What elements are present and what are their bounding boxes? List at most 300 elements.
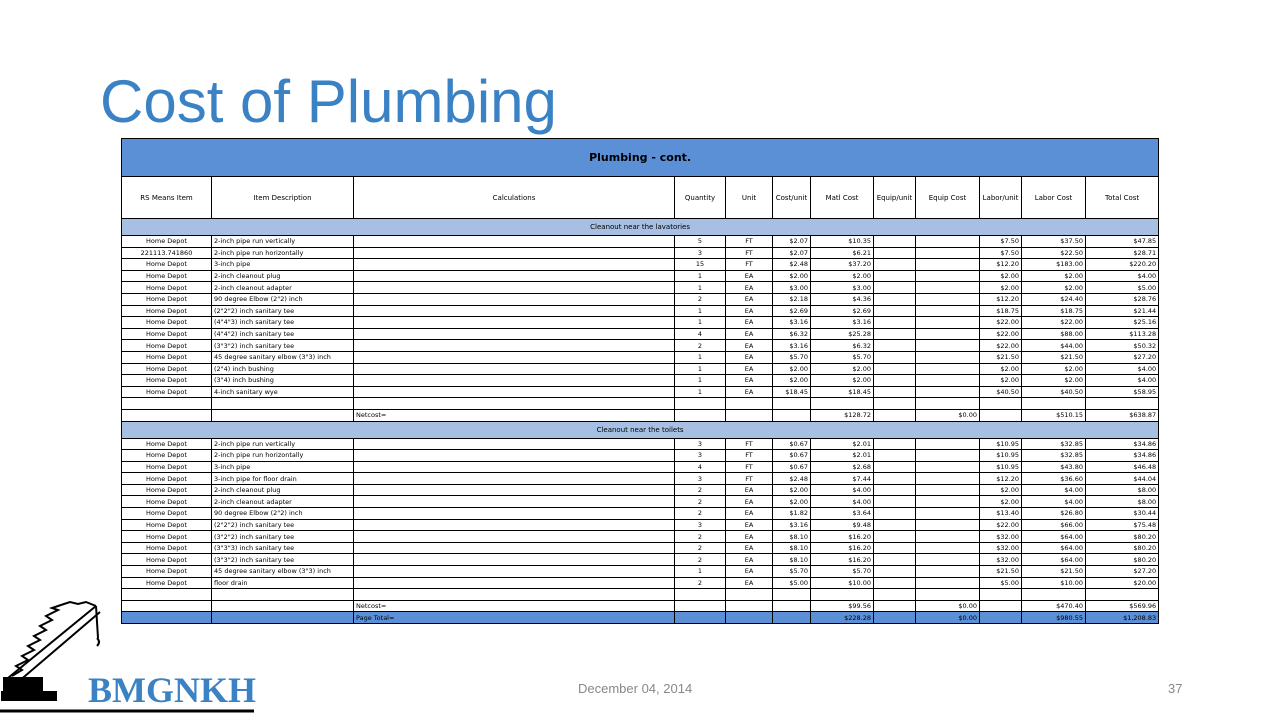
table-cell xyxy=(916,259,980,271)
table-cell xyxy=(980,612,1022,624)
table-cell xyxy=(874,484,916,496)
table-row xyxy=(122,282,1159,294)
table-cell: $18.75 xyxy=(1022,305,1086,317)
table-cell xyxy=(1086,589,1159,601)
table-cell xyxy=(916,386,980,398)
table-cell: $27.20 xyxy=(1086,566,1159,578)
table-cell: $128.72 xyxy=(811,409,874,421)
table-cell: $21.50 xyxy=(1022,351,1086,363)
table-cell: $2.01 xyxy=(811,450,874,462)
section-header-row xyxy=(122,421,1159,438)
table-cell: (4"4"3) inch sanitary tee xyxy=(212,317,354,329)
table-cell: $32.00 xyxy=(980,554,1022,566)
table-cell: EA xyxy=(726,542,773,554)
table-cell: EA xyxy=(726,496,773,508)
table-cell: $510.15 xyxy=(1022,409,1086,421)
table-cell xyxy=(773,409,811,421)
table-cell: Home Depot xyxy=(122,519,212,531)
table-cell: $220.20 xyxy=(1086,259,1159,271)
table-cell xyxy=(916,473,980,485)
table-cell xyxy=(916,305,980,317)
table-cell xyxy=(874,531,916,543)
table-cell: 3 xyxy=(675,438,726,450)
table-cell xyxy=(354,293,675,305)
table-cell: $32.85 xyxy=(1022,438,1086,450)
table-cell: Netcost= xyxy=(354,600,675,612)
table-cell xyxy=(874,363,916,375)
table-cell: $21.50 xyxy=(1022,566,1086,578)
table-cell: $5.70 xyxy=(811,566,874,578)
table-cell: $80.20 xyxy=(1086,531,1159,543)
table-row xyxy=(122,247,1159,259)
table-cell xyxy=(916,317,980,329)
table-cell xyxy=(1022,398,1086,410)
table-cell xyxy=(874,554,916,566)
table-cell: FT xyxy=(726,473,773,485)
page-number: 37 xyxy=(1168,681,1183,696)
table-row xyxy=(122,577,1159,589)
table-cell: $2.69 xyxy=(773,305,811,317)
column-header: Calculations xyxy=(354,177,675,219)
section-title: Cleanout near the lavatories xyxy=(122,219,1159,236)
table-cell: 3 xyxy=(675,450,726,462)
table-banner: Plumbing - cont. xyxy=(122,139,1159,177)
table-cell: 2 xyxy=(675,293,726,305)
company-logo xyxy=(0,598,260,716)
table-row xyxy=(122,566,1159,578)
table-cell: $32.00 xyxy=(980,531,1022,543)
table-cell: $32.85 xyxy=(1022,450,1086,462)
table-cell: 2-inch pipe run horizontally xyxy=(212,247,354,259)
table-cell xyxy=(874,305,916,317)
table-cell xyxy=(916,328,980,340)
table-cell: $0.00 xyxy=(916,409,980,421)
table-cell: $2.00 xyxy=(811,375,874,387)
table-cell xyxy=(354,328,675,340)
table-cell: EA xyxy=(726,282,773,294)
table-cell: $30.44 xyxy=(1086,508,1159,520)
table-row xyxy=(122,386,1159,398)
table-cell: $27.20 xyxy=(1086,351,1159,363)
table-cell: $2.00 xyxy=(1022,375,1086,387)
table-row xyxy=(122,589,1159,601)
table-cell: $21.50 xyxy=(980,566,1022,578)
table-cell: EA xyxy=(726,328,773,340)
table-cell: $3.16 xyxy=(811,317,874,329)
table-cell: $10.95 xyxy=(980,461,1022,473)
table-cell: $1.82 xyxy=(773,508,811,520)
table-cell: EA xyxy=(726,293,773,305)
table-cell: $80.20 xyxy=(1086,554,1159,566)
column-header: Quantity xyxy=(675,177,726,219)
table-cell: Home Depot xyxy=(122,270,212,282)
table-cell: 2 xyxy=(675,508,726,520)
table-row xyxy=(122,542,1159,554)
table-cell: 1 xyxy=(675,386,726,398)
table-cell xyxy=(726,409,773,421)
table-cell: Home Depot xyxy=(122,340,212,352)
table-cell: 221113.741860 xyxy=(122,247,212,259)
table-cell xyxy=(212,409,354,421)
table-cell: $12.20 xyxy=(980,473,1022,485)
table-cell xyxy=(916,293,980,305)
table-cell xyxy=(874,317,916,329)
table-cell: 1 xyxy=(675,566,726,578)
table-cell: $3.16 xyxy=(773,317,811,329)
table-cell: $8.10 xyxy=(773,554,811,566)
table-cell: Page Total= xyxy=(354,612,675,624)
netcost-row xyxy=(122,409,1159,421)
table-cell: 1 xyxy=(675,305,726,317)
table-cell: Home Depot xyxy=(122,328,212,340)
table-cell: $3.00 xyxy=(773,282,811,294)
table-cell: 2-inch pipe run horizontally xyxy=(212,450,354,462)
table-cell xyxy=(811,398,874,410)
table-cell: $22.00 xyxy=(980,317,1022,329)
table-row xyxy=(122,270,1159,282)
table-cell: (3"2"2) inch sanitary tee xyxy=(212,531,354,543)
netcost-row xyxy=(122,600,1159,612)
table-cell: $2.00 xyxy=(811,270,874,282)
table-cell: (3"3"2) inch sanitary tee xyxy=(212,340,354,352)
table-cell: EA xyxy=(726,363,773,375)
table-cell: 1 xyxy=(675,282,726,294)
table-cell xyxy=(916,351,980,363)
table-cell xyxy=(874,351,916,363)
table-cell: $3.16 xyxy=(773,340,811,352)
table-cell: $0.67 xyxy=(773,450,811,462)
table-cell: $4.00 xyxy=(811,484,874,496)
table-cell xyxy=(916,542,980,554)
table-row xyxy=(122,236,1159,248)
table-cell: 90 degree Elbow (2"2) inch xyxy=(212,508,354,520)
table-cell: EA xyxy=(726,351,773,363)
table-cell: (4"4"2) inch sanitary tee xyxy=(212,328,354,340)
table-cell: 3-inch pipe for floor drain xyxy=(212,473,354,485)
table-cell: Home Depot xyxy=(122,566,212,578)
table-cell: Home Depot xyxy=(122,305,212,317)
table-cell: $22.00 xyxy=(980,340,1022,352)
table-cell: 2 xyxy=(675,484,726,496)
table-cell xyxy=(916,519,980,531)
table-cell xyxy=(916,438,980,450)
table-cell: Home Depot xyxy=(122,317,212,329)
table-cell: $1,208.83 xyxy=(1086,612,1159,624)
table-cell: EA xyxy=(726,519,773,531)
table-cell: $28.71 xyxy=(1086,247,1159,259)
table-cell: 2 xyxy=(675,340,726,352)
table-cell: $2.00 xyxy=(773,484,811,496)
table-cell xyxy=(354,542,675,554)
table-cell: EA xyxy=(726,317,773,329)
table-cell: 4-inch sanitary wye xyxy=(212,386,354,398)
table-cell: 3 xyxy=(675,247,726,259)
table-cell: $0.67 xyxy=(773,461,811,473)
table-cell: 2-inch cleanout plug xyxy=(212,270,354,282)
table-cell: $4.00 xyxy=(1086,375,1159,387)
table-cell xyxy=(874,508,916,520)
table-cell xyxy=(916,566,980,578)
table-cell: $8.00 xyxy=(1086,496,1159,508)
table-cell: Home Depot xyxy=(122,508,212,520)
table-cell: $44.00 xyxy=(1022,340,1086,352)
table-cell: 2-inch pipe run vertically xyxy=(212,236,354,248)
table-cell: $2.00 xyxy=(811,363,874,375)
section-title: Cleanout near the toilets xyxy=(122,421,1159,438)
table-cell: 3 xyxy=(675,473,726,485)
table-cell xyxy=(354,473,675,485)
table-cell: $21.44 xyxy=(1086,305,1159,317)
table-cell: $66.00 xyxy=(1022,519,1086,531)
table-cell xyxy=(354,305,675,317)
table-cell: $37.50 xyxy=(1022,236,1086,248)
table-cell: 1 xyxy=(675,351,726,363)
table-cell: $7.50 xyxy=(980,236,1022,248)
table-cell xyxy=(675,398,726,410)
table-cell xyxy=(874,566,916,578)
table-cell: Home Depot xyxy=(122,484,212,496)
table-cell: $7.50 xyxy=(980,247,1022,259)
table-cell: FT xyxy=(726,259,773,271)
table-cell xyxy=(122,398,212,410)
table-cell xyxy=(354,270,675,282)
table-cell: EA xyxy=(726,554,773,566)
table-cell xyxy=(874,236,916,248)
table-cell: $46.48 xyxy=(1086,461,1159,473)
table-cell xyxy=(675,589,726,601)
table-cell xyxy=(773,600,811,612)
table-cell xyxy=(354,461,675,473)
table-cell xyxy=(916,236,980,248)
table-cell: $2.07 xyxy=(773,236,811,248)
table-cell: $10.95 xyxy=(980,450,1022,462)
table-cell xyxy=(874,409,916,421)
table-cell xyxy=(874,473,916,485)
table-cell: Home Depot xyxy=(122,293,212,305)
table-cell xyxy=(354,398,675,410)
table-cell xyxy=(354,577,675,589)
table-cell xyxy=(354,351,675,363)
table-cell xyxy=(980,589,1022,601)
table-cell: $6.32 xyxy=(773,328,811,340)
table-cell xyxy=(874,589,916,601)
table-cell: $8.10 xyxy=(773,531,811,543)
table-cell xyxy=(354,450,675,462)
table-cell: 2-inch pipe run vertically xyxy=(212,438,354,450)
table-cell: $25.28 xyxy=(811,328,874,340)
table-cell: Netcost= xyxy=(354,409,675,421)
table-cell: $2.00 xyxy=(980,270,1022,282)
table-cell: $25.16 xyxy=(1086,317,1159,329)
table-cell: $22.00 xyxy=(980,519,1022,531)
plumbing-cost-table xyxy=(121,138,1159,624)
table-cell: Home Depot xyxy=(122,363,212,375)
table-cell: $22.00 xyxy=(1022,317,1086,329)
table-cell: $2.00 xyxy=(1022,270,1086,282)
logo-text: BMGNKH xyxy=(88,670,256,710)
table-cell: $16.20 xyxy=(811,542,874,554)
table-cell: $4.00 xyxy=(1022,484,1086,496)
table-cell: 90 degree Elbow (2"2) inch xyxy=(212,293,354,305)
column-header: Total Cost xyxy=(1086,177,1159,219)
table-cell xyxy=(726,398,773,410)
table-row xyxy=(122,305,1159,317)
table-row xyxy=(122,293,1159,305)
table-cell: $18.45 xyxy=(773,386,811,398)
table-cell: 45 degree sanitary elbow (3"3) inch xyxy=(212,566,354,578)
table-cell: $37.20 xyxy=(811,259,874,271)
table-cell: (3"4) inch bushing xyxy=(212,375,354,387)
table-cell xyxy=(874,450,916,462)
table-row xyxy=(122,554,1159,566)
table-cell: $2.01 xyxy=(811,438,874,450)
column-header: Equip Cost xyxy=(916,177,980,219)
table-cell: $5.70 xyxy=(773,566,811,578)
table-cell: Home Depot xyxy=(122,450,212,462)
table-cell: 3-inch pipe xyxy=(212,461,354,473)
table-row xyxy=(122,508,1159,520)
table-cell: (2"2"2) inch sanitary tee xyxy=(212,305,354,317)
table-row xyxy=(122,473,1159,485)
table-cell xyxy=(773,612,811,624)
table-cell: EA xyxy=(726,270,773,282)
table-cell xyxy=(916,282,980,294)
table-cell: $2.00 xyxy=(980,484,1022,496)
table-cell: $34.86 xyxy=(1086,450,1159,462)
table-row xyxy=(122,496,1159,508)
column-header: Labor/unit xyxy=(980,177,1022,219)
table-cell: $12.20 xyxy=(980,293,1022,305)
table-cell: $2.48 xyxy=(773,473,811,485)
table-cell: $2.00 xyxy=(980,375,1022,387)
table-cell: FT xyxy=(726,438,773,450)
table-cell xyxy=(916,375,980,387)
table-cell: $3.00 xyxy=(811,282,874,294)
table-cell: $4.00 xyxy=(811,496,874,508)
table-cell: EA xyxy=(726,305,773,317)
table-cell: $32.00 xyxy=(980,542,1022,554)
table-cell xyxy=(980,409,1022,421)
table-cell: $26.80 xyxy=(1022,508,1086,520)
table-cell xyxy=(354,247,675,259)
table-cell: $2.00 xyxy=(980,363,1022,375)
table-cell xyxy=(980,398,1022,410)
table-cell xyxy=(122,409,212,421)
table-cell: $470.40 xyxy=(1022,600,1086,612)
table-row xyxy=(122,363,1159,375)
table-cell: $2.00 xyxy=(773,375,811,387)
table-cell: $10.00 xyxy=(811,577,874,589)
table-cell: (3"3"3) inch sanitary tee xyxy=(212,542,354,554)
table-cell: EA xyxy=(726,375,773,387)
table-cell: EA xyxy=(726,340,773,352)
table-cell xyxy=(675,612,726,624)
table-cell xyxy=(916,340,980,352)
table-cell: $88.00 xyxy=(1022,328,1086,340)
table-cell: $80.20 xyxy=(1086,542,1159,554)
table-cell: 3-inch pipe xyxy=(212,259,354,271)
column-header: Matl Cost xyxy=(811,177,874,219)
table-cell: $28.76 xyxy=(1086,293,1159,305)
table-cell xyxy=(726,600,773,612)
table-cell xyxy=(1086,398,1159,410)
table-cell: $4.36 xyxy=(811,293,874,305)
table-cell xyxy=(874,438,916,450)
table-cell: $8.10 xyxy=(773,542,811,554)
table-cell: 2-inch cleanout plug xyxy=(212,484,354,496)
table-cell: $5.00 xyxy=(1086,282,1159,294)
table-cell: $75.48 xyxy=(1086,519,1159,531)
table-cell xyxy=(916,363,980,375)
table-cell: $40.50 xyxy=(980,386,1022,398)
table-cell: $2.18 xyxy=(773,293,811,305)
table-cell xyxy=(354,484,675,496)
table-cell: $5.00 xyxy=(980,577,1022,589)
table-cell: 2 xyxy=(675,554,726,566)
table-cell: (2"2"2) inch sanitary tee xyxy=(212,519,354,531)
table-cell xyxy=(354,531,675,543)
table-cell: $21.50 xyxy=(980,351,1022,363)
table-cell: $20.00 xyxy=(1086,577,1159,589)
column-header: Unit xyxy=(726,177,773,219)
table-cell: $10.95 xyxy=(980,438,1022,450)
table-cell: $18.45 xyxy=(811,386,874,398)
table-cell xyxy=(874,542,916,554)
table-cell xyxy=(874,247,916,259)
table-cell xyxy=(874,612,916,624)
table-cell: $47.85 xyxy=(1086,236,1159,248)
table-cell: 3 xyxy=(675,519,726,531)
table-cell: 4 xyxy=(675,328,726,340)
table-cell: FT xyxy=(726,461,773,473)
table-cell: EA xyxy=(726,577,773,589)
table-cell: $2.68 xyxy=(811,461,874,473)
table-cell xyxy=(354,496,675,508)
table-cell: Home Depot xyxy=(122,461,212,473)
column-header: RS Means Item xyxy=(122,177,212,219)
table-cell xyxy=(212,398,354,410)
table-cell xyxy=(773,398,811,410)
table-cell xyxy=(874,340,916,352)
table-cell: Home Depot xyxy=(122,531,212,543)
table-cell: $7.44 xyxy=(811,473,874,485)
table-cell: $44.04 xyxy=(1086,473,1159,485)
column-header: Item Description xyxy=(212,177,354,219)
table-cell xyxy=(726,589,773,601)
footer-date: December 04, 2014 xyxy=(578,681,693,696)
table-cell xyxy=(874,293,916,305)
table-cell xyxy=(354,519,675,531)
table-cell xyxy=(354,282,675,294)
table-cell: Home Depot xyxy=(122,386,212,398)
column-header: Equip/unit xyxy=(874,177,916,219)
table-row xyxy=(122,398,1159,410)
table-cell xyxy=(354,363,675,375)
table-row xyxy=(122,438,1159,450)
table-cell: $40.50 xyxy=(1022,386,1086,398)
table-cell: $99.56 xyxy=(811,600,874,612)
table-cell: $36.60 xyxy=(1022,473,1086,485)
table-cell: $2.00 xyxy=(980,282,1022,294)
column-header: Cost/unit xyxy=(773,177,811,219)
table-row xyxy=(122,484,1159,496)
table-cell: Home Depot xyxy=(122,236,212,248)
table-cell xyxy=(916,270,980,282)
table-cell xyxy=(916,484,980,496)
table-cell xyxy=(874,461,916,473)
table-cell: $13.40 xyxy=(980,508,1022,520)
table-cell xyxy=(916,589,980,601)
